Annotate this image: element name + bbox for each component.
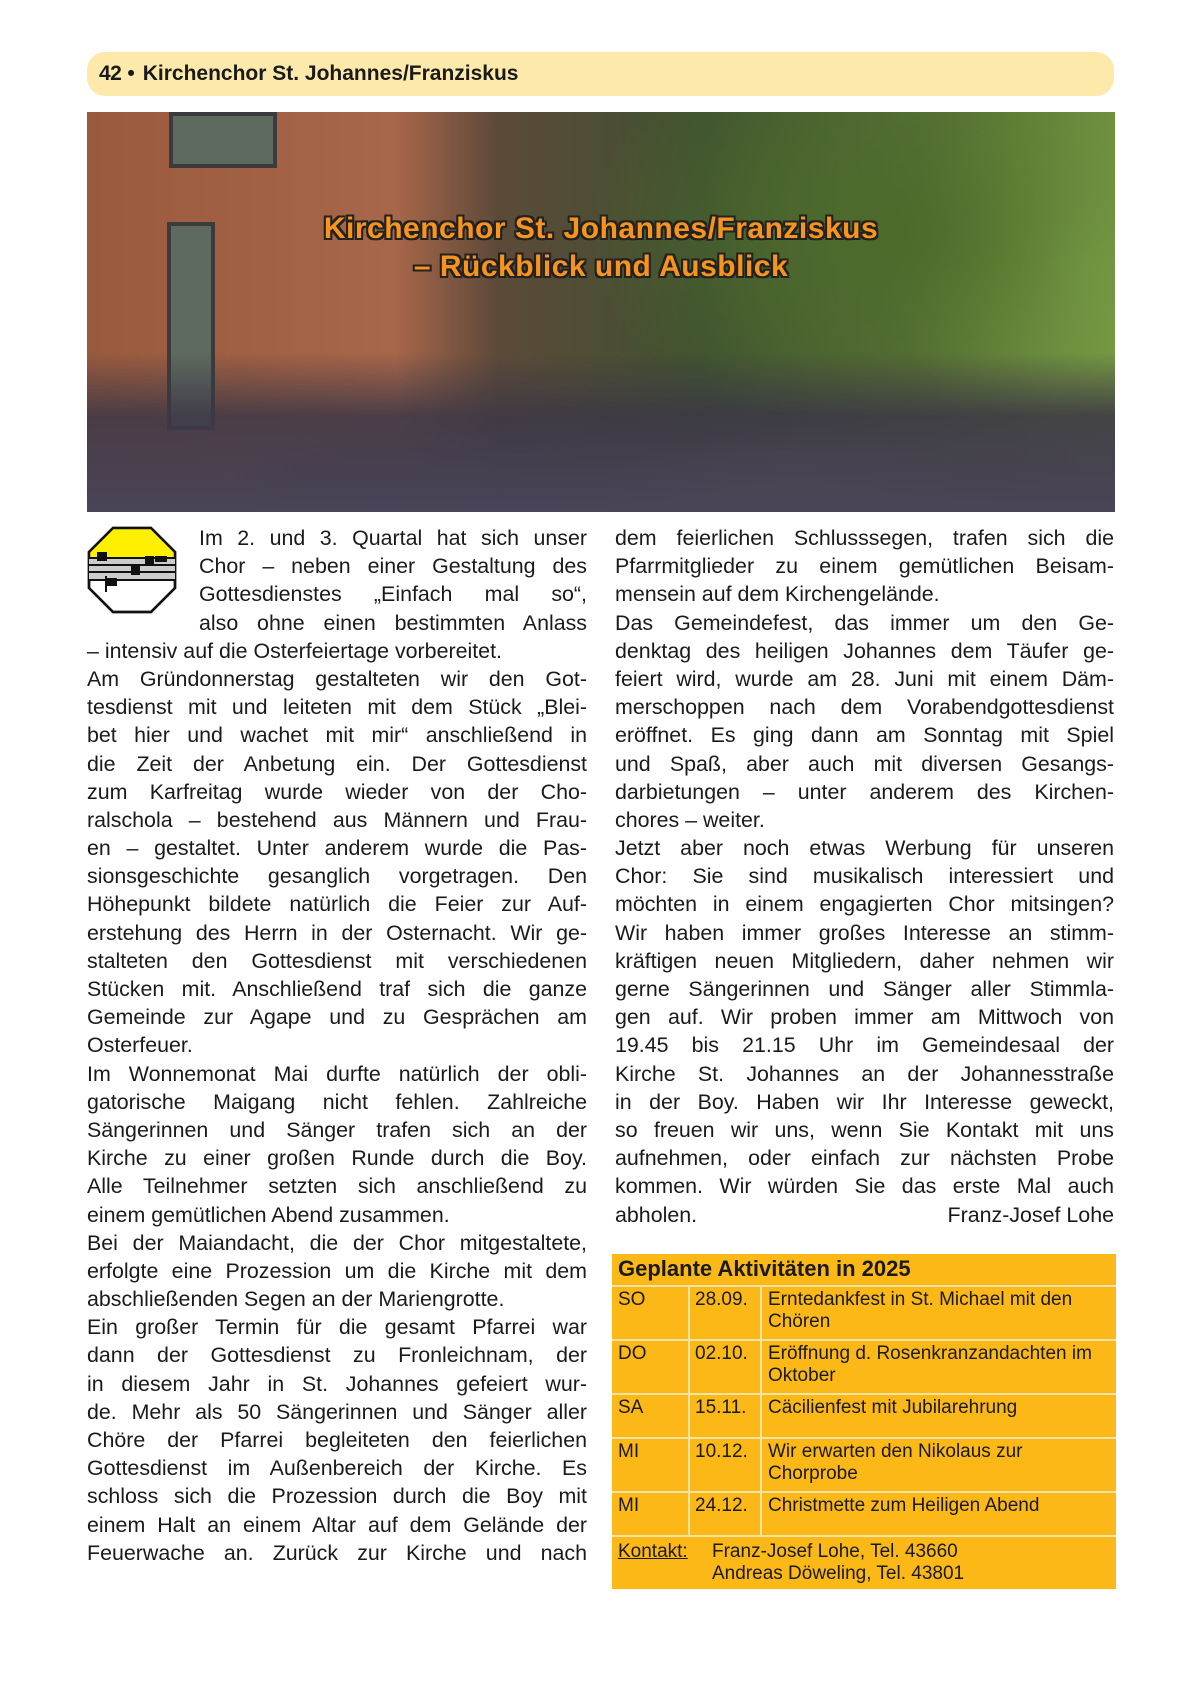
- activity-date: 15.11.: [690, 1395, 762, 1437]
- text-line: so freuen wir uns, wenn Sie Kontakt mit uns: [615, 1117, 1114, 1142]
- paragraph: [87, 1060, 587, 1229]
- text-line: Gottesdienstes „Einfach mal so“,: [199, 582, 587, 607]
- text-line: merschoppen nach dem Vorabendgottesdienst: [615, 695, 1114, 720]
- activity-row: [612, 1287, 1116, 1341]
- text-line: in der Boy. Haben wir Ihr Interesse geweckt,: [615, 1089, 1114, 1114]
- text-line: bet hier und wachet mit mir“ anschließend in: [87, 723, 587, 748]
- text-line: Chor – neben einer Gestaltung des: [199, 554, 587, 579]
- text-line: Das Gemeindefest, das immer um den Ge-: [615, 610, 1114, 635]
- text-line: erstehung des Herrn in der Osternacht. Wir ge-: [87, 920, 587, 945]
- text-line: Am Gründonnerstag gestalteten wir den Got-: [87, 666, 587, 691]
- text-line: Sängerinnen und Sänger trafen sich an der: [87, 1117, 587, 1142]
- activity-event: Christmette zum Heiligen Abend: [768, 1495, 1040, 1516]
- activity-date: 24.12.: [690, 1493, 762, 1535]
- closing-word: abholen.: [615, 1202, 698, 1227]
- section-title: Kirchenchor St. Johannes/Franziskus: [142, 62, 519, 85]
- signature-line: [615, 1201, 1114, 1229]
- photo-title-line-2: – Rückblick und Ausblick: [413, 250, 789, 283]
- text-line: dem feierlichen Schlusssegen, trafen sich die: [615, 526, 1114, 550]
- activity-row: [612, 1341, 1116, 1395]
- text-line: Kirche zu einer großen Runde durch die Boy.: [87, 1146, 587, 1171]
- photo-title: [87, 210, 1115, 286]
- activity-day: DO: [612, 1341, 690, 1393]
- contact-block: [612, 1537, 1116, 1589]
- paragraph: [87, 665, 587, 1060]
- text-line: Im Wonnemonat Mai durfte natürlich der obli-: [87, 1061, 587, 1086]
- activity-day: MI: [612, 1439, 690, 1491]
- contact-label: Kontakt:: [618, 1541, 688, 1562]
- activity-date: 10.12.: [690, 1439, 762, 1491]
- text-line: Jetzt aber noch etwas Werbung für unseren: [615, 836, 1114, 861]
- paragraph: [615, 524, 1114, 609]
- text-line: darbietungen – unter anderem des Kirchen-: [615, 779, 1114, 804]
- text-line: Gottesdienst im Außenbereich der Kirche. Es: [87, 1456, 587, 1481]
- text-line: Wir haben immer großes Interesse an stimm-: [615, 920, 1114, 945]
- text-line: ralschola – bestehend aus Männern und Frau-: [87, 807, 587, 832]
- text-line: Bei der Maiandacht, die der Chor mitgestaltete,: [87, 1230, 587, 1255]
- text-line: Feuerwache an. Zurück zur Kirche und nach: [87, 1540, 587, 1565]
- text-line: einem gemütlichen Abend zusammen.: [87, 1202, 450, 1227]
- window: [169, 112, 277, 168]
- text-line: schloss sich die Prozession durch die Boy mit: [87, 1484, 587, 1509]
- text-line: die Zeit der Anbetung ein. Der Gottesdienst: [87, 751, 587, 776]
- paragraph: [87, 1313, 587, 1567]
- text-line: also ohne einen bestimmten Anlass: [199, 610, 587, 635]
- activity-row: [612, 1493, 1116, 1537]
- paragraph: [87, 524, 587, 665]
- text-line: en – gestaltet. Unter anderem wurde die Pas-: [87, 836, 587, 861]
- activity-day: SO: [612, 1287, 690, 1339]
- text-line: Ein großer Termin für die gesamt Pfarrei war: [87, 1315, 587, 1340]
- contact-2: Andreas Döweling, Tel. 43801: [712, 1563, 965, 1584]
- activities-title: Geplante Aktivitäten in 2025: [612, 1254, 1116, 1287]
- text-line: eröffnet. Es ging dann am Sonntag mit Spiel: [615, 723, 1114, 748]
- text-line: gerne Sängerinnen und Sänger aller Stimmla-: [615, 977, 1114, 1001]
- text-line: sionsgeschichte gesanglich vorgetragen. Den: [87, 864, 587, 889]
- text-line: Alle Teilnehmer setzten sich anschließend zu: [87, 1174, 587, 1199]
- text-line: mensein auf dem Kirchengelände.: [615, 582, 940, 607]
- text-line: in diesem Jahr in St. Johannes gefeiert wur-: [87, 1371, 587, 1396]
- page-number: 42: [99, 62, 122, 85]
- right-text-column: [615, 524, 1114, 1229]
- text-line: de. Mehr als 50 Sängerinnen und Sänger aller: [87, 1399, 587, 1424]
- activity-date: 02.10.: [690, 1341, 762, 1393]
- text-line: Osterfeuer.: [87, 1033, 193, 1058]
- activity-day: SA: [612, 1395, 690, 1437]
- bullet: •: [127, 62, 135, 85]
- text-line: abschließenden Segen an der Mariengrotte.: [87, 1287, 505, 1312]
- activity-day: MI: [612, 1493, 690, 1535]
- paragraph: [87, 1229, 587, 1314]
- activity-event: Wir erwarten den Nikolaus zur Chorprobe: [768, 1441, 1023, 1484]
- activity-row: [612, 1439, 1116, 1493]
- activity-row: [612, 1395, 1116, 1439]
- text-line: Im 2. und 3. Quartal hat sich unser: [199, 526, 587, 550]
- text-line: – intensiv auf die Osterfeiertage vorbereitet.: [87, 638, 502, 663]
- activity-date: 28.09.: [690, 1287, 762, 1339]
- text-line: Chor: Sie sind musikalisch interessiert und: [615, 864, 1114, 889]
- crowd: [87, 352, 1115, 512]
- text-line: gen auf. Wir proben immer am Mittwoch von: [615, 1005, 1114, 1030]
- text-line: und Spaß, aber auch mit diversen Gesangs-: [615, 751, 1114, 776]
- text-line: erfolgte eine Prozession um die Kirche mit dem: [87, 1258, 587, 1283]
- text-line: denktag des heiligen Johannes dem Täufer ge-: [615, 638, 1114, 663]
- activity-event: Erntedankfest in St. Michael mit den Chören: [768, 1289, 1073, 1332]
- text-line: kommen. Wir würden Sie das erste Mal auch: [615, 1174, 1114, 1199]
- text-line: Stücken mit. Anschließend traf sich die ganze: [87, 977, 587, 1001]
- activity-event: Cäcilienfest mit Jubilarehrung: [768, 1397, 1018, 1418]
- text-line: Pfarrmitglieder zu einem gemütlichen Beisam-: [615, 554, 1114, 579]
- text-line: feiert wird, wurde am 28. Juni mit einem Däm-: [615, 666, 1114, 691]
- activity-event: Eröffnung d. Rosenkranzandachten im Oktober: [768, 1343, 1092, 1386]
- activities-table: [612, 1254, 1116, 1589]
- author-name: Franz-Josef Lohe: [947, 1202, 1114, 1227]
- text-line: einem Halt an einem Altar auf dem Gelände der: [87, 1512, 587, 1537]
- text-line: Kirche St. Johannes an der Johannesstraße: [615, 1061, 1114, 1086]
- text-line: kräftigen neuen Mitgliedern, daher nehmen wir: [615, 948, 1114, 973]
- text-line: chores – weiter.: [615, 807, 765, 832]
- paragraph: [615, 834, 1114, 1200]
- text-line: aufnehmen, oder einfach zur nächsten Probe: [615, 1146, 1114, 1171]
- text-line: 19.45 bis 21.15 Uhr im Gemeindesaal der: [615, 1033, 1114, 1058]
- text-line: tesdienst mit und leiteten mit dem Stück „Blei-: [87, 695, 587, 720]
- text-line: stalteten den Gottesdienst mit verschiedenen: [87, 948, 587, 973]
- paragraph: [615, 609, 1114, 835]
- contact-1: Franz-Josef Lohe, Tel. 43660: [712, 1541, 958, 1562]
- text-line: Gemeinde zur Agape und zu Gesprächen am: [87, 1005, 587, 1030]
- text-line: möchten in einem engagierten Chor mitsingen?: [615, 892, 1114, 917]
- text-line: zum Karfreitag wurde wieder von der Cho-: [87, 779, 587, 804]
- choir-photo: [87, 112, 1115, 512]
- text-line: dann der Gottesdienst zu Fronleichnam, der: [87, 1343, 587, 1368]
- text-line: gatorische Maigang nicht fehlen. Zahlreiche: [87, 1089, 587, 1114]
- text-line: Chöre der Pfarrei begleiteten den feierlichen: [87, 1428, 587, 1452]
- left-text-column: [87, 524, 587, 1567]
- photo-title-line-1: Kirchenchor St. Johannes/Franziskus: [323, 212, 879, 245]
- text-line: Höhepunkt bildete natürlich die Feier zur Auf-: [87, 892, 587, 917]
- page-header: [87, 52, 1114, 96]
